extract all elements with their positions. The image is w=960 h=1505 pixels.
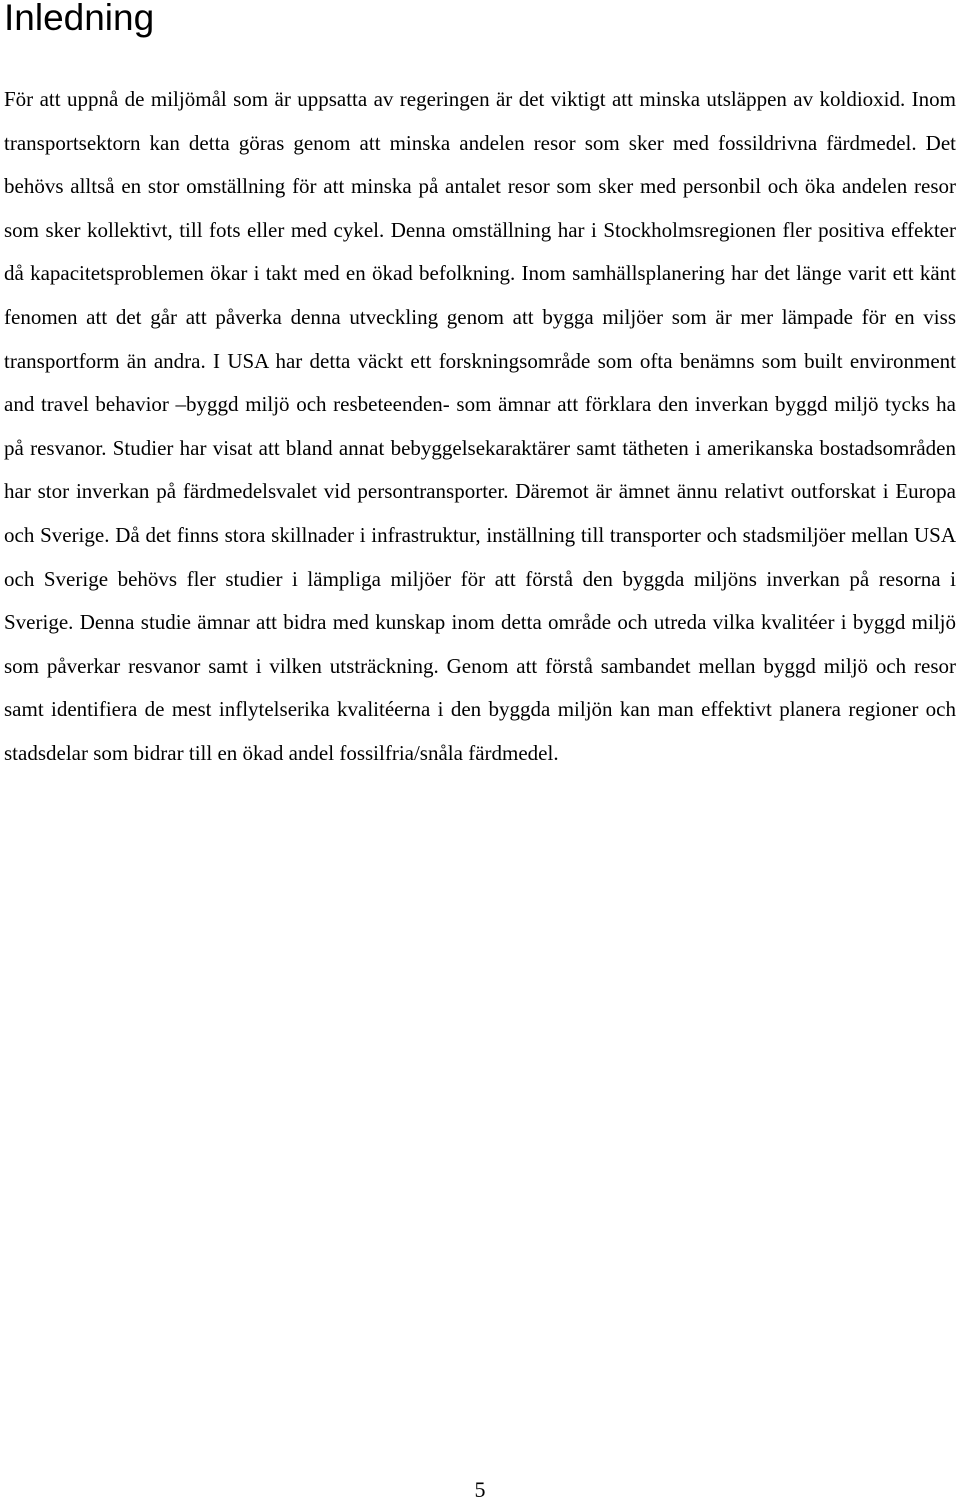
body-paragraph: För att uppnå de miljömål som är uppsatta av regeringen är det viktigt att minska utsläppen av koldioxid. Inom transportsektorn kan detta göras genom att minska andelen resor som sker med fossildrivna färdmedel. Det behövs alltså en stor omställning för att minska på antalet resor som sker med personbil och öka andelen resor som sker kollektivt, till fots eller med cykel. Denna omställning har i Stockholmsregionen fler positiva effekter då kapacitetsproblemen ökar i takt med en ökad befolkning. Inom samhällsplanering har det länge varit ett känt fenomen att det går att påverka denna utveckling genom att bygga miljöer som är mer lämpade för en viss transportform än andra. I USA har detta väckt ett forskningsområde som ofta benämns som built environment and travel behavior –byggd miljö och resbeteenden- som ämnar att förklara den inverkan byggd miljö tycks ha på resvanor. Studier har visat att bland annat bebyggelsekaraktärer samt tätheten i amerikanska bostadsområden har stor inverkan på färdmedelsvalet vid persontransporter. Däremot är ämnet ännu relativt outforskat i Europa och Sverige. Då det finns stora skillnader i infrastruktur, inställning till transporter och stadsmiljöer mellan USA och Sverige behövs fler studier i lämpliga miljöer för att förstå den byggda miljöns inverkan på resorna i Sverige. Denna studie ämnar att bidra med kunskap inom detta område och utreda vilka kvalitéer i byggd miljö som påverkar resvanor samt i vilken utsträckning. Genom att förstå sambandet mellan byggd miljö och resor samt identifiera de mest inflytelserika kvalitéerna i den byggda miljön kan man effektivt planera regioner och stadsdelar som bidrar till en ökad andel fossilfria/snåla färdmedel.: [4, 87, 956, 765]
section-heading: Inledning: [4, 0, 155, 38]
page-number: 5: [474, 1477, 486, 1502]
